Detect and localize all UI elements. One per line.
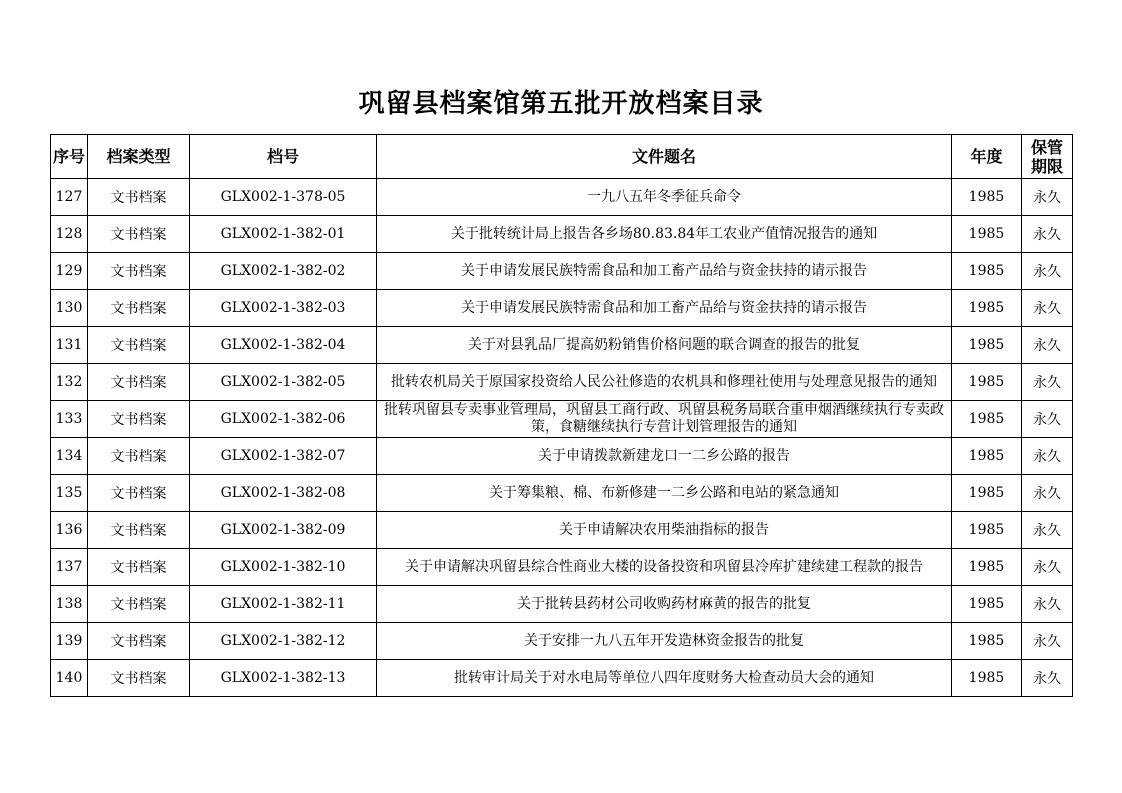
cell-seq: 131	[51, 327, 88, 364]
table-row	[51, 475, 1073, 512]
cell-retention: 永久	[1022, 327, 1073, 364]
table-row	[51, 660, 1073, 697]
cell-retention: 永久	[1022, 364, 1073, 401]
cell-subject: 关于申请解决巩留县综合性商业大楼的设备投资和巩留县冷库扩建续建工程款的报告	[377, 549, 952, 586]
header-retention: 保管期限	[1022, 135, 1073, 179]
table-row	[51, 401, 1073, 438]
header-seq: 序号	[51, 135, 88, 179]
header-code: 档号	[190, 135, 377, 179]
cell-retention: 永久	[1022, 512, 1073, 549]
cell-subject: 关于申请解决农用柴油指标的报告	[377, 512, 952, 549]
cell-retention: 永久	[1022, 660, 1073, 697]
cell-year: 1985	[952, 290, 1022, 327]
cell-year: 1985	[952, 364, 1022, 401]
cell-seq: 134	[51, 438, 88, 475]
cell-retention: 永久	[1022, 216, 1073, 253]
cell-subject: 关于对县乳品厂提高奶粉销售价格问题的联合调查的报告的批复	[377, 327, 952, 364]
cell-year: 1985	[952, 512, 1022, 549]
cell-subject: 批转巩留县专卖事业管理局，巩留县工商行政、巩留县税务局联合重申烟酒继续执行专卖政策，食糖继续执行专营计划管理报告的通知	[377, 401, 952, 438]
table-row	[51, 290, 1073, 327]
cell-code: GLX002-1-382-07	[190, 438, 377, 475]
header-subject: 文件题名	[377, 135, 952, 179]
table-row	[51, 179, 1073, 216]
header-type: 档案类型	[88, 135, 190, 179]
cell-type: 文书档案	[88, 401, 190, 438]
cell-subject: 关于筹集粮、棉、布新修建一二乡公路和电站的紧急通知	[377, 475, 952, 512]
cell-code: GLX002-1-382-11	[190, 586, 377, 623]
cell-year: 1985	[952, 179, 1022, 216]
cell-subject: 批转审计局关于对水电局等单位八四年度财务大检查动员大会的通知	[377, 660, 952, 697]
cell-code: GLX002-1-382-10	[190, 549, 377, 586]
cell-year: 1985	[952, 586, 1022, 623]
cell-type: 文书档案	[88, 549, 190, 586]
cell-code: GLX002-1-382-01	[190, 216, 377, 253]
cell-retention: 永久	[1022, 438, 1073, 475]
cell-code: GLX002-1-382-06	[190, 401, 377, 438]
cell-subject: 关于批转县药材公司收购药材麻黄的报告的批复	[377, 586, 952, 623]
cell-year: 1985	[952, 438, 1022, 475]
cell-year: 1985	[952, 549, 1022, 586]
cell-code: GLX002-1-382-02	[190, 253, 377, 290]
table-row	[51, 216, 1073, 253]
cell-year: 1985	[952, 216, 1022, 253]
cell-code: GLX002-1-382-08	[190, 475, 377, 512]
table-row	[51, 549, 1073, 586]
cell-code: GLX002-1-382-04	[190, 327, 377, 364]
cell-year: 1985	[952, 327, 1022, 364]
cell-type: 文书档案	[88, 364, 190, 401]
cell-seq: 135	[51, 475, 88, 512]
table-row	[51, 623, 1073, 660]
cell-type: 文书档案	[88, 586, 190, 623]
cell-type: 文书档案	[88, 475, 190, 512]
cell-retention: 永久	[1022, 475, 1073, 512]
cell-seq: 137	[51, 549, 88, 586]
table-row	[51, 586, 1073, 623]
table-header-row	[51, 135, 1073, 179]
cell-seq: 139	[51, 623, 88, 660]
cell-retention: 永久	[1022, 253, 1073, 290]
table-row	[51, 253, 1073, 290]
cell-year: 1985	[952, 623, 1022, 660]
cell-seq: 138	[51, 586, 88, 623]
header-year: 年度	[952, 135, 1022, 179]
cell-type: 文书档案	[88, 438, 190, 475]
cell-type: 文书档案	[88, 179, 190, 216]
cell-year: 1985	[952, 475, 1022, 512]
cell-subject: 批转农机局关于原国家投资给人民公社修造的农机具和修理社使用与处理意见报告的通知	[377, 364, 952, 401]
cell-type: 文书档案	[88, 660, 190, 697]
cell-seq: 130	[51, 290, 88, 327]
cell-type: 文书档案	[88, 216, 190, 253]
cell-retention: 永久	[1022, 549, 1073, 586]
cell-code: GLX002-1-382-03	[190, 290, 377, 327]
cell-type: 文书档案	[88, 327, 190, 364]
cell-subject: 一九八五年冬季征兵命令	[377, 179, 952, 216]
cell-subject: 关于批转统计局上报告各乡场80.83.84年工农业产值情况报告的通知	[377, 216, 952, 253]
cell-code: GLX002-1-382-09	[190, 512, 377, 549]
cell-retention: 永久	[1022, 290, 1073, 327]
table-row	[51, 327, 1073, 364]
cell-code: GLX002-1-378-05	[190, 179, 377, 216]
cell-subject: 关于申请发展民族特需食品和加工畜产品给与资金扶持的请示报告	[377, 290, 952, 327]
cell-subject: 关于申请拨款新建龙口一二乡公路的报告	[377, 438, 952, 475]
cell-type: 文书档案	[88, 253, 190, 290]
archive-catalog-table	[50, 134, 1073, 697]
cell-type: 文书档案	[88, 512, 190, 549]
cell-retention: 永久	[1022, 179, 1073, 216]
cell-seq: 132	[51, 364, 88, 401]
cell-type: 文书档案	[88, 623, 190, 660]
table-row	[51, 364, 1073, 401]
cell-year: 1985	[952, 660, 1022, 697]
cell-seq: 127	[51, 179, 88, 216]
cell-type: 文书档案	[88, 290, 190, 327]
cell-retention: 永久	[1022, 401, 1073, 438]
cell-seq: 133	[51, 401, 88, 438]
cell-code: GLX002-1-382-12	[190, 623, 377, 660]
cell-subject: 关于安排一九八五年开发造林资金报告的批复	[377, 623, 952, 660]
cell-year: 1985	[952, 253, 1022, 290]
cell-seq: 136	[51, 512, 88, 549]
cell-seq: 128	[51, 216, 88, 253]
cell-seq: 140	[51, 660, 88, 697]
cell-subject: 关于申请发展民族特需食品和加工畜产品给与资金扶持的请示报告	[377, 253, 952, 290]
cell-code: GLX002-1-382-05	[190, 364, 377, 401]
cell-code: GLX002-1-382-13	[190, 660, 377, 697]
cell-retention: 永久	[1022, 623, 1073, 660]
document-title: 巩留县档案馆第五批开放档案目录	[358, 89, 764, 119]
cell-year: 1985	[952, 401, 1022, 438]
cell-seq: 129	[51, 253, 88, 290]
table-row	[51, 512, 1073, 549]
table-row	[51, 438, 1073, 475]
cell-retention: 永久	[1022, 586, 1073, 623]
